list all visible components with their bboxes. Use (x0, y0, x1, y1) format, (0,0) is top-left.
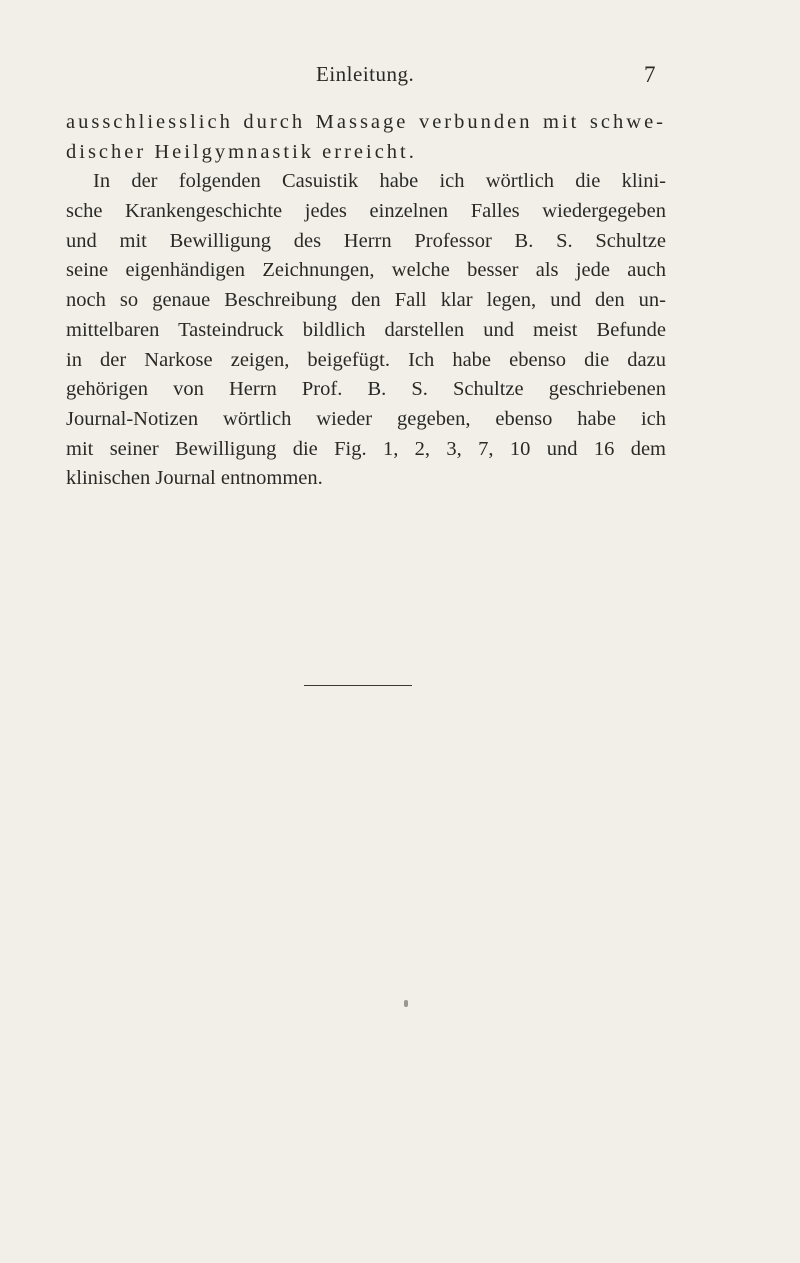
text-line: In der folgenden Casuistik habe ich wörtlich die klini- (93, 170, 666, 193)
paper-speck (404, 1000, 408, 1007)
body-text (66, 108, 666, 494)
text-line: gehörigen von Herrn Prof. B. S. Schultze geschriebenen (66, 378, 666, 401)
text-line: ausschliesslich durch Massage verbunden mit schwe- (66, 111, 666, 133)
text-line: klinischen Journal entnommen. (66, 467, 323, 490)
running-title: Einleitung. (316, 62, 415, 86)
text-line: noch so genaue Beschreibung den Fall klar legen, und den un- (66, 289, 666, 312)
text-line: discher Heilgymnastik erreicht. (66, 140, 417, 163)
text-line: seine eigenhändigen Zeichnungen, welche besser als jede auch (66, 259, 666, 282)
section-end-rule (304, 685, 412, 686)
text-line: sche Krankengeschichte jedes einzelnen Falles wiedergegeben (66, 200, 666, 223)
running-head (0, 62, 800, 94)
page-number: 7 (644, 62, 656, 87)
text-line: in der Narkose zeigen, beigefügt. Ich habe ebenso die dazu (66, 348, 666, 371)
text-line: und mit Bewilligung des Herrn Professor B. S. Schultze (66, 229, 666, 252)
text-line: mittelbaren Tasteindruck bildlich darstellen und meist Befunde (66, 318, 666, 341)
text-line: Journal-Notizen wörtlich wieder gegeben, ebenso habe ich (66, 407, 666, 430)
text-line: mit seiner Bewilligung die Fig. 1, 2, 3, 7, 10 und 16 dem (66, 437, 666, 460)
